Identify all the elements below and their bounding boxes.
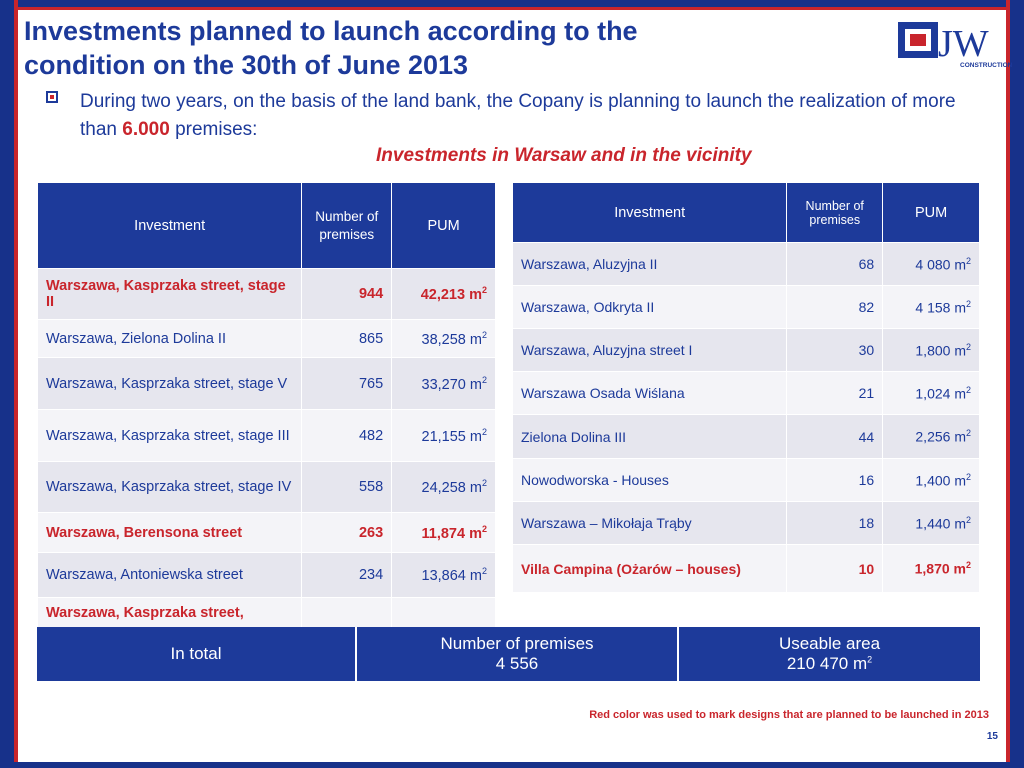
right-table-body [513, 243, 980, 593]
table-row [513, 286, 980, 329]
pum-cell [392, 410, 496, 462]
investment-cell: Warszawa Osada Wiślana [513, 372, 787, 415]
table-row [38, 410, 496, 462]
pum-cell [883, 459, 980, 502]
company-logo [896, 18, 1014, 70]
pum-value: 4 158 m [915, 299, 966, 316]
pum-cell [392, 598, 496, 628]
number-cell: 30 [787, 329, 883, 372]
table-row [38, 462, 496, 513]
pum-cell [883, 502, 980, 545]
investment-cell: Nowodworska - Houses [513, 459, 787, 502]
pum-value: 1,870 m [914, 560, 966, 577]
page-number: 15 [986, 731, 998, 742]
pum-value: 4 080 m [915, 256, 966, 273]
intro-text [80, 88, 980, 144]
table-row [38, 598, 496, 628]
number-cell: 482 [302, 410, 392, 462]
unit-superscript: 2 [965, 560, 971, 571]
pum-cell [883, 329, 980, 372]
table-row [513, 459, 980, 502]
section-subtitle: Investments in Warsaw and in the vicinity [376, 145, 752, 166]
frame-left-bar [0, 0, 14, 768]
frame-top-bar [0, 0, 1024, 7]
number-cell: 44 [787, 415, 883, 459]
investment-cell: Zielona Dolina III [513, 415, 787, 459]
pum-cell [883, 286, 980, 329]
pum-value: 1,800 m [915, 342, 966, 359]
column-header-investment: Investment [38, 183, 302, 269]
investment-cell: Warszawa, Kasprzaka street, stage III [38, 410, 302, 462]
table-row [513, 545, 980, 593]
pum-value: 1,400 m [915, 472, 966, 489]
number-cell: 82 [787, 286, 883, 329]
intro-text-before: During two years, on the basis of the land bank, the Copany is planning to launch the realization of more than [80, 91, 956, 140]
number-cell: 10 [787, 545, 883, 593]
total-area-cell [679, 627, 980, 681]
table-row [38, 269, 496, 320]
logo-subtext: CONSTRUCTION [960, 62, 1013, 69]
total-premises-value: 4 556 [495, 654, 539, 673]
table-row [513, 415, 980, 459]
pum-cell [392, 358, 496, 410]
table-row [513, 243, 980, 286]
frame-bottom-bar [0, 762, 1024, 768]
unit-superscript: 2 [965, 384, 971, 395]
investment-cell: Warszawa, Aluzyjna street I [513, 329, 787, 372]
intro-text-after: premises: [169, 119, 258, 140]
table-row [38, 358, 496, 410]
investment-cell: Warszawa, Antoniewska street [38, 553, 302, 598]
number-cell: 68 [787, 243, 883, 286]
column-header-pum: PUM [883, 183, 980, 243]
unit-superscript: 2 [481, 523, 487, 534]
pum-cell [883, 243, 980, 286]
investment-cell: Warszawa, Kasprzaka street, [38, 598, 302, 628]
pum-value: 38,258 m [421, 331, 482, 348]
total-area-label: Useable area [778, 634, 881, 653]
investment-cell: Warszawa, Aluzyjna II [513, 243, 787, 286]
frame-left-stripe [14, 0, 18, 768]
unit-superscript: 2 [965, 298, 971, 309]
unit-superscript: 2 [481, 426, 487, 437]
pum-value: 1,440 m [915, 515, 966, 532]
total-premises-cell [357, 627, 679, 681]
unit-superscript: 2 [965, 471, 971, 482]
left-table-body [38, 269, 496, 628]
left-investments-table [37, 182, 496, 628]
pum-value: 24,258 m [421, 479, 482, 496]
footnote: Red color was used to mark designs that are planned to be launched in 2013 [589, 709, 989, 721]
total-label: In total [170, 644, 222, 663]
frame-right-stripe [1006, 0, 1010, 768]
number-cell: 16 [787, 459, 883, 502]
total-area-value: 210 470 m [786, 654, 868, 673]
unit-superscript: 2 [481, 478, 487, 489]
total-premises-label: Number of premises [440, 634, 594, 653]
total-area-value-wrap [679, 654, 980, 674]
number-cell: 21 [787, 372, 883, 415]
number-cell [302, 598, 392, 628]
pum-cell [883, 372, 980, 415]
pum-cell [392, 320, 496, 358]
total-label-cell [37, 627, 357, 681]
unit-superscript: 2 [965, 428, 971, 439]
investment-cell: Warszawa – Mikołaja Trąby [513, 502, 787, 545]
column-header-investment: Investment [513, 183, 787, 243]
investment-cell: Warszawa, Zielona Dolina II [38, 320, 302, 358]
investment-cell: Warszawa, Odkryta II [513, 286, 787, 329]
unit-superscript: 2 [481, 329, 487, 340]
pum-value: 21,155 m [421, 428, 482, 445]
investment-cell: Warszawa, Berensona street [38, 513, 302, 553]
investment-cell: Warszawa, Kasprzaka street, stage IV [38, 462, 302, 513]
table-row [513, 372, 980, 415]
number-cell: 944 [302, 269, 392, 320]
frame-top-stripe [0, 7, 1024, 10]
pum-cell [392, 269, 496, 320]
pum-cell [392, 462, 496, 513]
right-investments-table [512, 182, 980, 593]
number-cell: 263 [302, 513, 392, 553]
table-row [38, 320, 496, 358]
pum-value: 42,213 m [420, 286, 482, 303]
pum-value: 13,864 m [421, 567, 482, 584]
pum-cell [883, 545, 980, 593]
logo-text: JW [938, 23, 989, 65]
investment-cell: Warszawa, Kasprzaka street, stage II [38, 269, 302, 320]
investment-cell: Warszawa, Kasprzaka street, stage V [38, 358, 302, 410]
unit-superscript: 2 [481, 285, 487, 296]
table-row [513, 502, 980, 545]
column-header-number: Number of premises [787, 183, 883, 243]
table-row [513, 329, 980, 372]
column-header-pum: PUM [392, 183, 496, 269]
pum-value: 2,256 m [915, 428, 966, 445]
number-cell: 765 [302, 358, 392, 410]
column-header-number: Number of premises [302, 183, 392, 269]
total-summary-bar [37, 627, 980, 681]
table-row [38, 553, 496, 598]
unit-superscript: 2 [965, 255, 971, 266]
unit-superscript: 2 [481, 374, 487, 385]
pum-cell [392, 513, 496, 553]
unit-superscript: 2 [965, 341, 971, 352]
pum-value: 33,270 m [421, 376, 482, 393]
unit-superscript: 2 [481, 566, 487, 577]
number-cell: 18 [787, 502, 883, 545]
intro-highlight: 6.000 [122, 119, 170, 140]
pum-value: 11,874 m [421, 525, 482, 542]
number-cell: 234 [302, 553, 392, 598]
pum-value: 1,024 m [915, 385, 966, 402]
slide-title: Investments planned to launch according to the condition on the 30th of June 2013 [24, 16, 638, 80]
frame-right-bar [1010, 0, 1024, 768]
number-cell: 558 [302, 462, 392, 513]
number-cell: 865 [302, 320, 392, 358]
total-area-unit-sup: 2 [867, 654, 873, 665]
pum-cell [883, 415, 980, 459]
table-row [38, 513, 496, 553]
square-bullet-icon [46, 91, 58, 103]
pum-cell [392, 553, 496, 598]
unit-superscript: 2 [965, 514, 971, 525]
investment-cell: Villa Campina (Ożarów – houses) [513, 545, 787, 593]
